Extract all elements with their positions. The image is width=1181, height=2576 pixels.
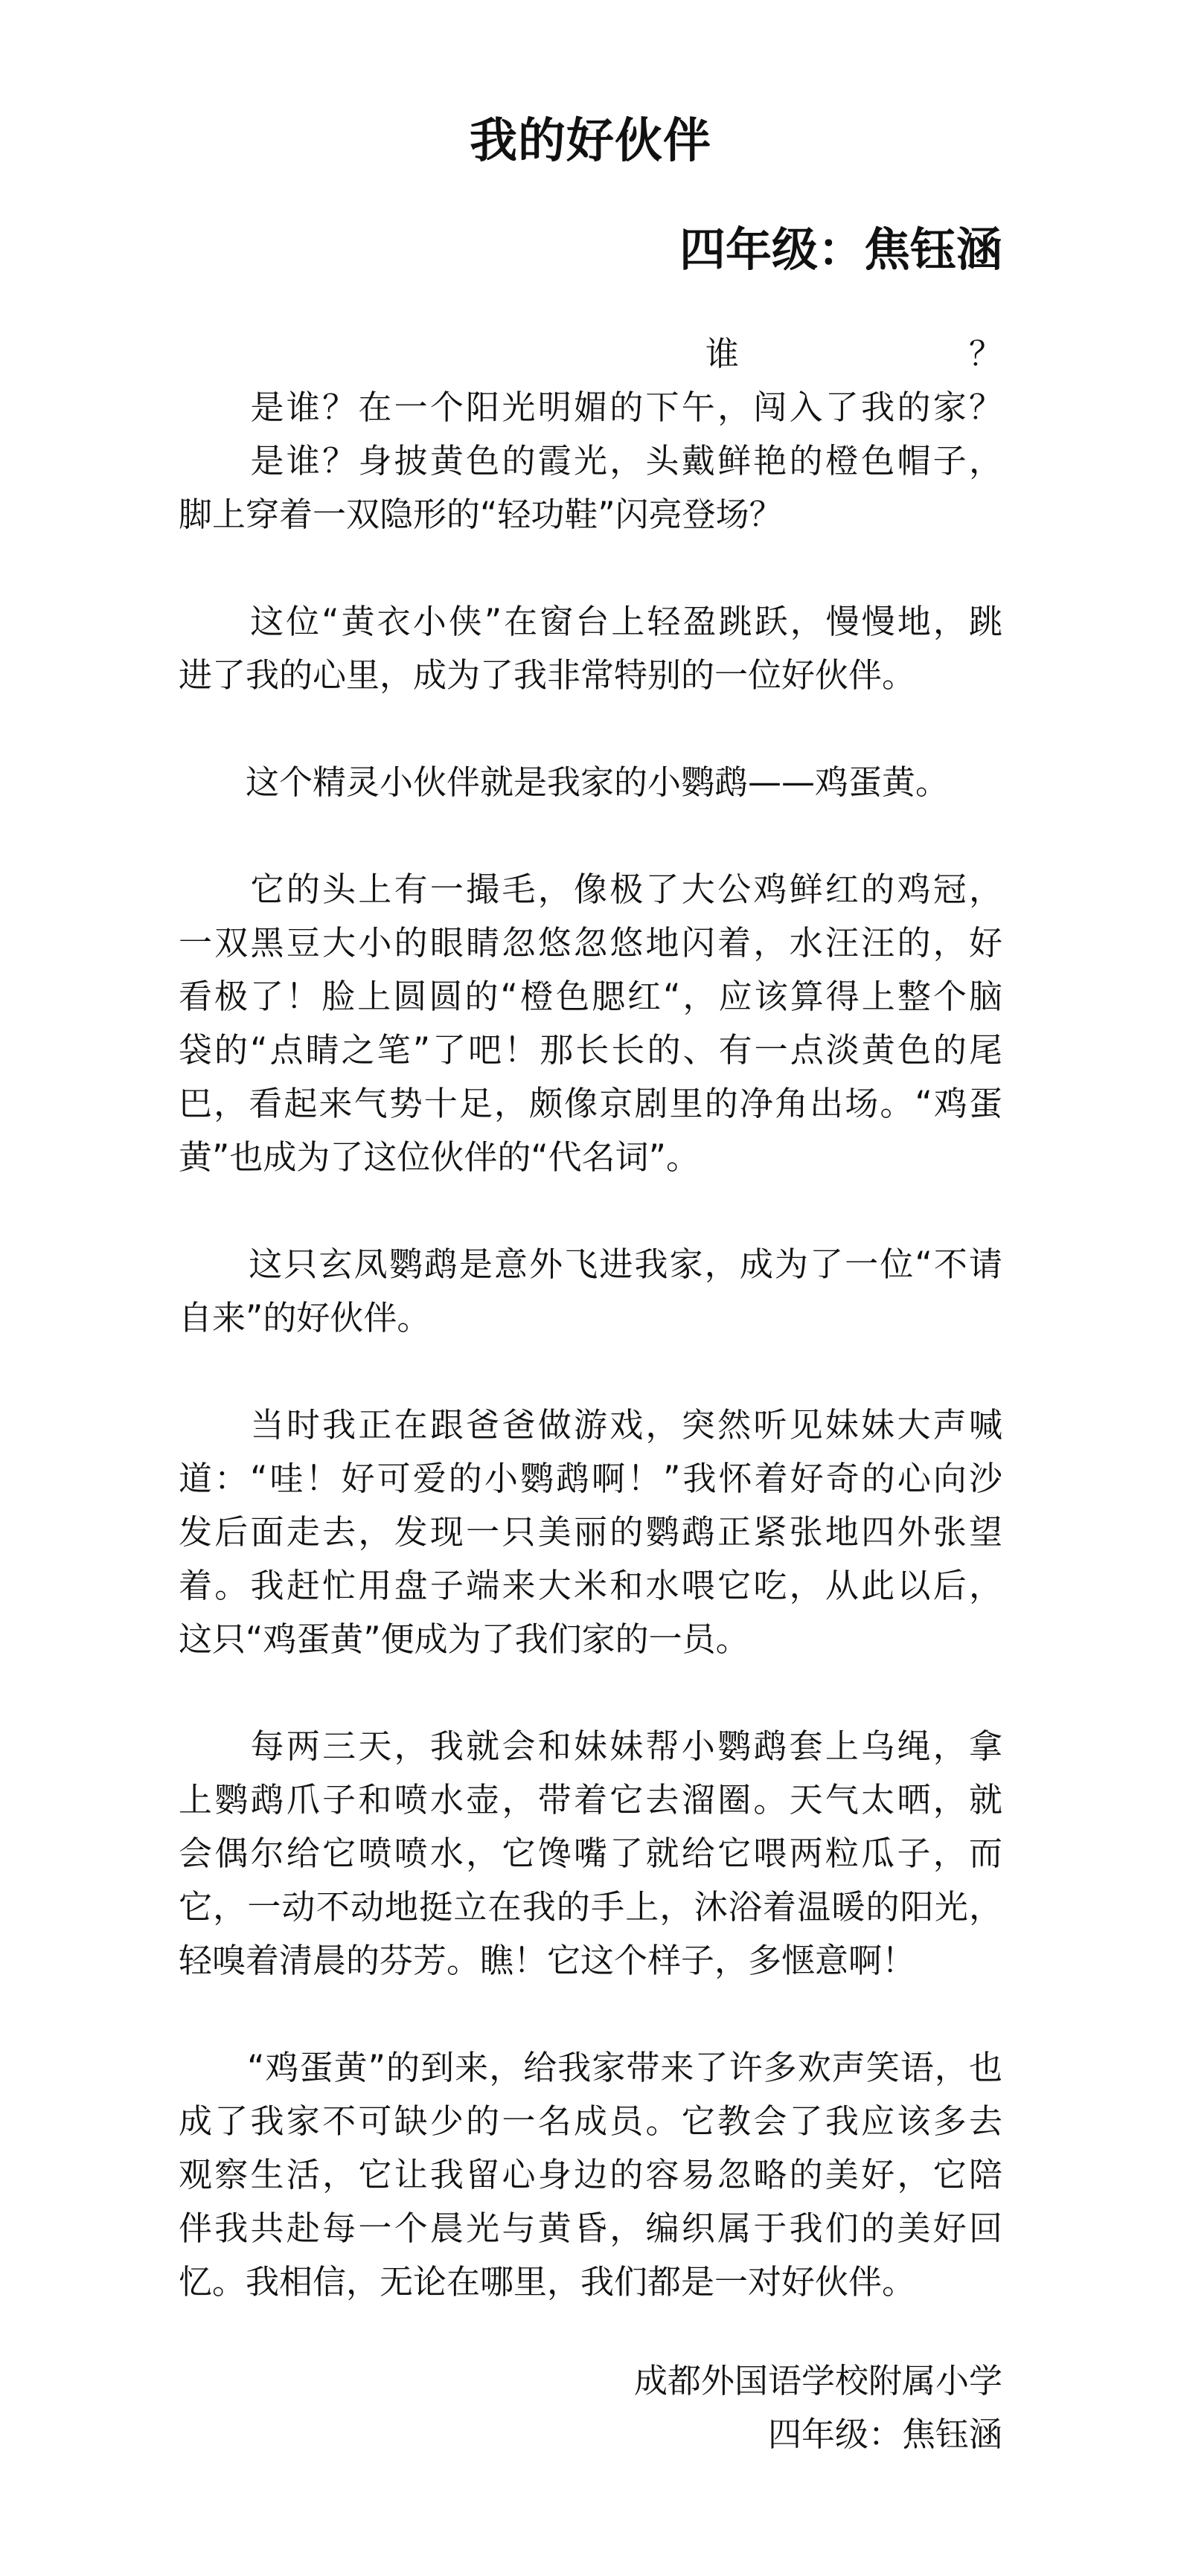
text-line: 发后面走去，发现一只美丽的鹦鹉正紧张地四外张望 (179, 1512, 1002, 1552)
text-line: 黄”也成为了这位伙伴的“代名词”。 (179, 1137, 700, 1177)
text-line: 每两三天，我就会和妹妹帮小鹦鹉套上乌绳，拿 (179, 1727, 1002, 1766)
text-line: 着。我赶忙用盘子端来大米和水喂它吃，从此以后， (179, 1566, 1002, 1605)
text-line: 会偶尔给它喷喷水，它馋嘴了就给它喂两粒瓜子，而 (179, 1834, 1002, 1873)
author-byline: 四年级：焦钰涵 (679, 222, 1002, 277)
text-line: 成了我家不可缺少的一名成员。它教会了我应该多去 (179, 2101, 1002, 2141)
paragraph (179, 327, 1002, 542)
text-line: 袋的“点睛之笔”了吧！那长长的、有一点淡黄色的尾 (179, 1030, 1002, 1070)
signature-author: 四年级：焦钰涵 (767, 2415, 1002, 2454)
paragraph (179, 1398, 1002, 1666)
text-line: 这只“鸡蛋黄”便成为了我们家的一员。 (179, 1619, 749, 1659)
text-line: 谁？ (179, 334, 1002, 373)
paragraph (179, 2041, 1002, 2309)
paragraph-gap (179, 1184, 1002, 1238)
paragraph (179, 1238, 1002, 1345)
text-line: 忆。我相信，无论在哪里，我们都是一对好伙伴。 (179, 2262, 916, 2302)
paragraph-gap (179, 1345, 1002, 1398)
text-line: 轻嗅着清晨的芬芳。瞧！它这个样子，多惬意啊！ (179, 1941, 916, 1980)
text-line: 道：“哇！好可爱的小鹦鹉啊！”我怀着好奇的心向沙 (179, 1459, 1002, 1498)
text-line: 这个精灵小伙伴就是我家的小鹦鹉——鸡蛋黄。 (179, 762, 950, 802)
paragraph (179, 863, 1002, 1184)
text-line: 脚上穿着一双隐形的“轻功鞋”闪亮登场？ (179, 495, 783, 534)
text-line: 是谁？身披黄色的霞光，头戴鲜艳的橙色帽子， (179, 441, 1002, 481)
text-line: 自来”的好伙伴。 (179, 1298, 431, 1337)
text-line: 是谁？在一个阳光明媚的下午，闯入了我的家？ (179, 388, 1002, 427)
text-line: 它，一动不动地挺立在我的手上，沐浴着温暖的阳光， (179, 1887, 1002, 1927)
paragraph (179, 1720, 1002, 1988)
text-line: 进了我的心里，成为了我非常特别的一位好伙伴。 (179, 655, 916, 695)
text-line: 观察生活，它让我留心身边的容易忽略的美好，它陪 (179, 2155, 1002, 2194)
text-line: 看极了！脸上圆圆的“橙色腮红“，应该算得上整个脑 (179, 977, 1002, 1016)
text-line: 这位“黄衣小侠”在窗台上轻盈跳跃，慢慢地，跳 (179, 602, 1002, 641)
text-line: 这只玄凤鹦鹉是意外飞进我家，成为了一位“不请 (179, 1244, 1002, 1284)
essay-body (179, 327, 1002, 2309)
paragraph-gap (179, 809, 1002, 863)
paragraph-gap (179, 1666, 1002, 1720)
paragraph (179, 595, 1002, 702)
text-line: 上鹦鹉爪子和喷水壶，带着它去溜圈。天气太晒，就 (179, 1780, 1002, 1819)
paragraph (179, 756, 1002, 809)
text-line: 它的头上有一撮毛，像极了大公鸡鲜红的鸡冠， (179, 870, 1002, 909)
essay-title: 我的好伙伴 (470, 114, 711, 169)
school-name: 成都外国语学校附属小学 (633, 2361, 1002, 2400)
paragraph-gap (179, 1988, 1002, 2041)
text-line: 一双黑豆大小的眼睛忽悠忽悠地闪着，水汪汪的，好 (179, 923, 1002, 963)
signature-block (634, 2354, 1002, 2461)
paragraph-gap (179, 702, 1002, 756)
text-line: 伴我共赴每一个晨光与黄昏，编织属于我们的美好回 (179, 2209, 1002, 2248)
text-line: 巴，看起来气势十足，颇像京剧里的净角出场。“鸡蛋 (179, 1084, 1002, 1123)
text-line: “鸡蛋黄”的到来，给我家带来了许多欢声笑语，也 (179, 2048, 1002, 2087)
text-line: 当时我正在跟爸爸做游戏，突然听见妹妹大声喊 (179, 1405, 1002, 1445)
paragraph-gap (179, 542, 1002, 595)
